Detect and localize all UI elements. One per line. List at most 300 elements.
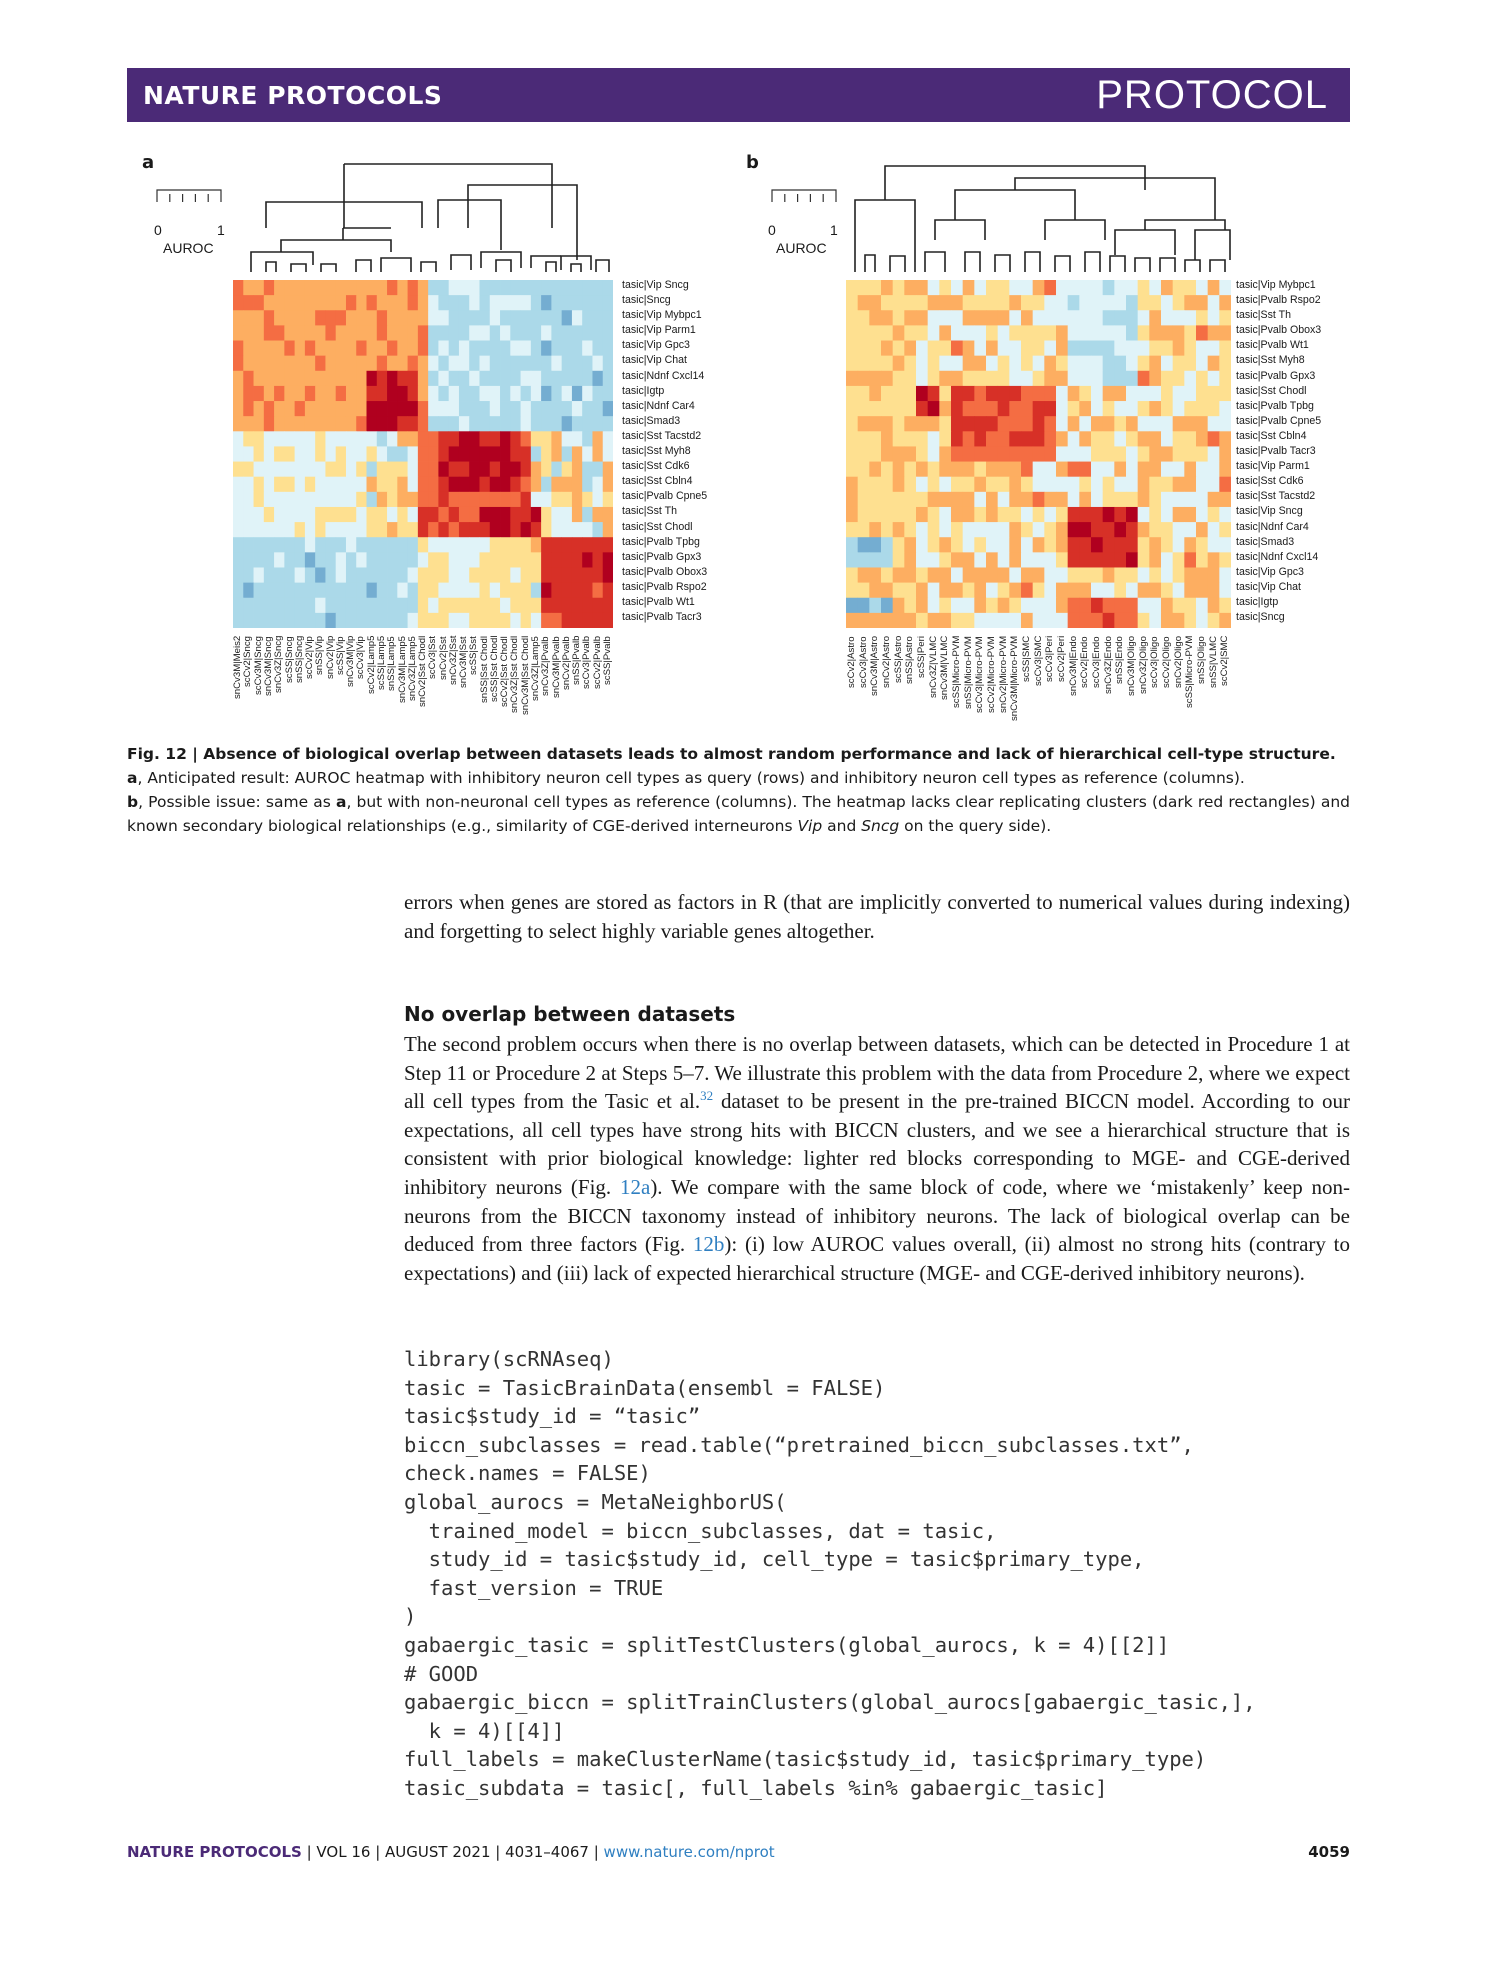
heatmap-cell [367,462,378,478]
heatmap-cell [254,552,265,568]
heatmap-cell [387,567,398,583]
heatmap-cell [928,583,940,599]
heatmap-cell [479,552,490,568]
heatmap-cell [869,462,881,478]
heatmap-cell [295,295,306,311]
row-label: tasic|Pvalb Obox3 [1236,324,1322,337]
heatmap-cell [243,386,254,402]
heatmap-cell [916,567,928,583]
heatmap-cell [243,341,254,357]
heatmap-cell [264,598,275,614]
heatmap-cell [592,537,603,553]
heatmap-cell [500,613,511,628]
heatmap-cell [397,613,408,628]
heatmap-cell [893,371,905,387]
heatmap-cell [1126,507,1138,523]
heatmap-cell [254,341,265,357]
heatmap-cell [367,371,378,387]
heatmap-cell [951,416,963,432]
row-label: tasic|Sncg [622,294,671,307]
heatmap-cell [428,492,439,508]
heatmap-cell [233,325,244,341]
heatmap-cell [551,310,562,326]
heatmap-cell [377,325,388,341]
heatmap-cell [869,492,881,508]
heatmap-cell [603,325,613,341]
heatmap-cell [951,492,963,508]
heatmap-cell [1033,537,1045,553]
heatmap-cell [1149,522,1161,538]
heatmap-cell [1079,522,1091,538]
heatmap-cell [572,583,583,599]
heatmap-cell [438,431,449,447]
heatmap-cell [939,325,951,341]
heatmap-cell [572,401,583,417]
heatmap-cell [904,492,916,508]
row-label: tasic|Ndnf Car4 [1236,520,1309,533]
heatmap-cell [881,371,893,387]
heatmap-cell [469,295,480,311]
heatmap-cell [541,295,552,311]
heatmap-cell [1033,552,1045,568]
heatmap-cell [1091,552,1103,568]
footer-url[interactable]: www.nature.com/nprot [603,1843,775,1861]
heatmap-cell [531,462,542,478]
heatmap-cell [418,325,429,341]
heatmap-cell [893,583,905,599]
heatmap-cell [603,401,613,417]
heatmap-cell [951,477,963,493]
heatmap-cell [904,431,916,447]
heatmap-cell [428,613,439,628]
heatmap-cell [986,567,998,583]
heatmap-cell [846,325,858,341]
heatmap-cell [346,522,357,538]
heatmap-cell [1114,598,1126,614]
column-label: snCv3Z|Endo [1102,636,1114,694]
paragraph-2-part-d: ): (i) low AUROC values overall, (ii) almost no strong hits (contrary to expectations) and (iii) lack of expected hierarchical structure (MGE- and CGE-derived inhibitory neurons). [404,1232,1350,1285]
heatmap-cell [869,310,881,326]
column-label: snCv2|Micro-PVM [997,635,1009,713]
heatmap-cell [603,431,613,447]
heatmap-cell [336,386,347,402]
heatmap-cell [572,295,583,311]
heatmap-cell [1091,401,1103,417]
heatmap-cell [1208,537,1220,553]
heatmap-cell [881,416,893,432]
heatmap-cell [336,280,347,296]
heatmap-cell [500,325,511,341]
heatmap-cell [551,492,562,508]
heatmap-cell [939,386,951,402]
heatmap-cell [305,552,316,568]
heatmap-cell [951,507,963,523]
heatmap-cell [1149,552,1161,568]
heatmap-cell [264,356,275,372]
heatmap-cell [500,462,511,478]
heatmap-cell [459,583,470,599]
heatmap-cell [387,310,398,326]
heatmap-cell [916,341,928,357]
heatmap-cell [1033,356,1045,372]
heatmap-cell [254,537,265,553]
heatmap-cell [1196,598,1208,614]
heatmap-cell [1161,552,1173,568]
heatmap-cell [521,477,532,493]
row-label: tasic|Pvalb Tacr3 [622,611,702,624]
heatmap-cell [1068,295,1080,311]
heatmap-cell [305,462,316,478]
heatmap-cell [974,537,986,553]
heatmap-cell [408,280,419,296]
heatmap-cell [881,522,893,538]
column-label: scCv2|Peri [1055,635,1067,682]
heatmap-cell [986,401,998,417]
code-line: tasic_subdata = tasic[, full_labels %in% gabaergic_tasic] [404,1775,1108,1800]
heatmap-cell [449,492,460,508]
column-label: scCv2|Sst Chodl [499,636,511,707]
heatmap-cell [449,598,460,614]
heatmap-cell [521,567,532,583]
heatmap-cell [1009,522,1021,538]
heatmap-cell [541,477,552,493]
heatmap-cell [869,371,881,387]
heatmap-cell [1091,462,1103,478]
heatmap-cell [974,446,986,462]
heatmap-cell [562,492,573,508]
heatmap-cell [1184,462,1196,478]
heatmap-cell [963,446,975,462]
heatmap-cell [1021,522,1033,538]
heatmap-cell [881,552,893,568]
heatmap-cell [1056,583,1068,599]
heatmap-cell [315,431,326,447]
heatmap-cell [243,325,254,341]
heatmap-cell [858,567,870,583]
heatmap-cell [397,325,408,341]
column-label: snCv3M|Sncg [262,636,274,696]
heatmap-cell [893,325,905,341]
heatmap-cell [438,416,449,432]
heatmap-cell [1138,598,1150,614]
heatmap-cell [603,583,613,599]
heatmap-cell [582,401,593,417]
heatmap-cell [233,477,244,493]
journal-name: NATURE PROTOCOLS [143,81,443,110]
heatmap-cell [336,583,347,599]
heatmap-cell [916,295,928,311]
code-line: # GOOD [404,1661,479,1686]
heatmap-cell [963,492,975,508]
heatmap-cell [233,401,244,417]
heatmap-cell [305,386,316,402]
caption-b-text2: , but with non-neuronal cell types as reference (columns). The heatmap lacks clear replicating clusters (dark red rectangles) and known secondary biological relationships (e.g., similarity of CGE-derived interneurons [127,793,1350,835]
heatmap-cell [939,552,951,568]
heatmap-cell [986,507,998,523]
heatmap-cell [531,507,542,523]
column-label: snSS|Micro-PVM [962,636,974,709]
figure-link-12a[interactable]: 12a [619,1174,651,1199]
heatmap-cell [295,416,306,432]
heatmap-cell [846,567,858,583]
heatmap-cell [893,477,905,493]
heatmap-cell [551,613,562,628]
heatmap-cell [1161,341,1173,357]
heatmap-cell [869,401,881,417]
heatmap-cell [603,416,613,432]
heatmap-cell [928,356,940,372]
heatmap-cell [1079,386,1091,402]
row-label: tasic|Vip Parm1 [622,324,696,337]
heatmap-cell [893,386,905,402]
heatmap-cell [438,341,449,357]
heatmap-cell [418,477,429,493]
code-block [404,1345,1256,1803]
heatmap-cell [562,446,573,462]
heatmap-cell [387,371,398,387]
heatmap-cell [1208,492,1220,508]
heatmap-cell [387,341,398,357]
heatmap-cell [1033,567,1045,583]
heatmap-cell [1161,522,1173,538]
heatmap-cell [408,310,419,326]
heatmap-cell [951,295,963,311]
heatmap-cell [1149,583,1161,599]
heatmap-cell [469,371,480,387]
row-label: tasic|Pvalb Cpne5 [1236,414,1322,427]
heatmap-cell [1079,613,1091,628]
heatmap-cell [551,522,562,538]
heatmap-cell [928,280,940,296]
heatmap-cell [284,552,295,568]
heatmap-cell [916,356,928,372]
heatmap-cell [1056,356,1068,372]
heatmap-cell [881,613,893,628]
heatmap-cell [1138,507,1150,523]
heatmap-cell [881,477,893,493]
heatmap-cell [986,295,998,311]
heatmap-cell [479,431,490,447]
heatmap-cell [582,416,593,432]
column-label: snCv2|Vip [324,635,336,679]
heatmap-cell [1091,371,1103,387]
row-label: tasic|Sst Th [1236,309,1291,322]
heatmap-cell [387,552,398,568]
paragraph-1: errors when genes are stored as factors in R (that are implicitly converted to numerical values during indexing) and forgetting to select highly variable genes altogether. [404,890,1350,943]
heatmap-cell [254,477,265,493]
heatmap-cell [428,537,439,553]
heatmap-cell [264,492,275,508]
row-label: tasic|Sst Th [622,505,677,518]
heatmap-cell [893,401,905,417]
heatmap-cell [541,325,552,341]
heatmap-cell [1208,295,1220,311]
heatmap-cell [367,356,378,372]
heatmap-cell [1138,416,1150,432]
heatmap-cell [233,371,244,387]
code-line: gabaergic_biccn = splitTrainClusters(global_aurocs[gabaergic_tasic,], [404,1690,1256,1715]
heatmap-cell [1184,386,1196,402]
heatmap-cell [346,431,357,447]
heatmap-cell [233,507,244,523]
column-label: scCv3|Vip [355,636,367,679]
heatmap-cell [254,310,265,326]
heatmap-cell [428,416,439,432]
heatmap-cell [846,462,858,478]
heatmap-cell [1149,431,1161,447]
column-label: snSS|Pvalb [571,635,583,685]
heatmap-cell [572,492,583,508]
heatmap-cell [858,446,870,462]
heatmap-cell [408,371,419,387]
heatmap-cell [1044,325,1056,341]
column-label: snSS|Endo [1114,636,1126,684]
heatmap-cell [1044,537,1056,553]
heatmap-cell [562,522,573,538]
heatmap-cell [1208,446,1220,462]
heatmap-cell [387,537,398,553]
heatmap-cell [264,371,275,387]
heatmap-cell [603,295,613,311]
heatmap-cell [998,567,1010,583]
heatmap-cell [1068,341,1080,357]
heatmap-cell [846,401,858,417]
row-label: tasic|Ndnf Cxcl14 [1236,550,1319,563]
heatmap-cell [521,522,532,538]
heatmap-cell [459,280,470,296]
heatmap-cell [582,295,593,311]
row-label: tasic|Ndnf Cxcl14 [622,369,705,382]
column-label: scSS|Micro-PVM [1184,635,1196,708]
heatmap-cell [1091,446,1103,462]
heatmap-cell [243,310,254,326]
heatmap-cell [541,462,552,478]
heatmap-cell [998,280,1010,296]
paragraph-2 [404,1030,1350,1287]
heatmap-cell [541,492,552,508]
column-label: scCv2|Vip [304,636,315,679]
heatmap-cell [1103,507,1115,523]
heatmap-cell [284,295,295,311]
section-heading: No overlap between datasets [404,1002,736,1026]
heatmap-cell [274,295,285,311]
heatmap-cell [243,583,254,599]
heatmap-cell [438,537,449,553]
heatmap-cell [305,567,316,583]
heatmap-cell [562,567,573,583]
heatmap-cell [479,280,490,296]
caption-vip: Vip [797,817,823,835]
code-line: gabaergic_tasic = splitTestClusters(global_aurocs, k = 4)[[2]] [404,1632,1170,1657]
column-label: scCv3|Oligo [1149,636,1161,688]
row-label: tasic|Pvalb Wt1 [1236,339,1309,352]
heatmap-cell [939,295,951,311]
heatmap-cell [1138,462,1150,478]
column-label: snCv3M|Astro [869,635,881,696]
heatmap-cell [377,462,388,478]
heatmap-cell [1056,431,1068,447]
heatmap-cell [274,341,285,357]
heatmap-cell [367,295,378,311]
column-label: snSS|Astro [904,636,916,684]
heatmap-cell [418,613,429,628]
heatmap-cell [438,598,449,614]
panel-a-scale-max: 1 [217,222,225,238]
heatmap-cell [356,613,367,628]
heatmap-cell [1161,280,1173,296]
heatmap-cell [1079,295,1091,311]
heatmap-cell [459,567,470,583]
heatmap-cell [939,537,951,553]
heatmap-cell [582,310,593,326]
heatmap-cell [418,295,429,311]
heatmap-cell [541,431,552,447]
heatmap-cell [572,416,583,432]
heatmap-cell [1056,537,1068,553]
heatmap-cell [1138,492,1150,508]
heatmap-cell [974,356,986,372]
heatmap-cell [274,371,285,387]
heatmap-cell [1068,356,1080,372]
heatmap-cell [1184,325,1196,341]
code-line: tasic = TasicBrainData(ensembl = FALSE) [404,1375,886,1400]
heatmap-cell [233,462,244,478]
heatmap-cell [998,386,1010,402]
heatmap-cell [479,416,490,432]
heatmap-cell [243,295,254,311]
heatmap-cell [397,598,408,614]
panel-b-scale-bar [770,188,840,204]
heatmap-cell [449,552,460,568]
heatmap-cell [336,552,347,568]
heatmap-cell [592,371,603,387]
heatmap-cell [510,325,521,341]
column-label: snCv3Z|Sncg [273,635,285,693]
heatmap-cell [1033,416,1045,432]
heatmap-cell [1009,325,1021,341]
heatmap-cell [500,431,511,447]
heatmap-cell [1184,492,1196,508]
heatmap-cell [315,310,326,326]
heatmap-cell [418,537,429,553]
heatmap-cell [582,280,593,296]
heatmap-cell [469,446,480,462]
heatmap-cell [418,492,429,508]
heatmap-cell [1208,462,1220,478]
heatmap-cell [1161,567,1173,583]
heatmap-cell [893,356,905,372]
heatmap-cell [1219,477,1231,493]
page-number: 4059 [1308,1843,1350,1861]
heatmap-cell [1208,401,1220,417]
heatmap-cell [1021,371,1033,387]
heatmap-cell [325,431,336,447]
heatmap-cell [1219,507,1231,523]
column-label: scCv3|Micro-PVM [974,636,986,713]
heatmap-cell [243,537,254,553]
heatmap-cell [490,341,501,357]
heatmap-cell [305,431,316,447]
heatmap-cell [521,598,532,614]
reference-32[interactable]: 32 [700,1088,714,1104]
figure-link-12b[interactable]: 12b [692,1232,725,1257]
heatmap-cell [1103,598,1115,614]
heatmap-cell [1138,552,1150,568]
heatmap-cell [881,583,893,599]
heatmap-cell [963,598,975,614]
heatmap-cell [1068,492,1080,508]
heatmap-cell [377,295,388,311]
